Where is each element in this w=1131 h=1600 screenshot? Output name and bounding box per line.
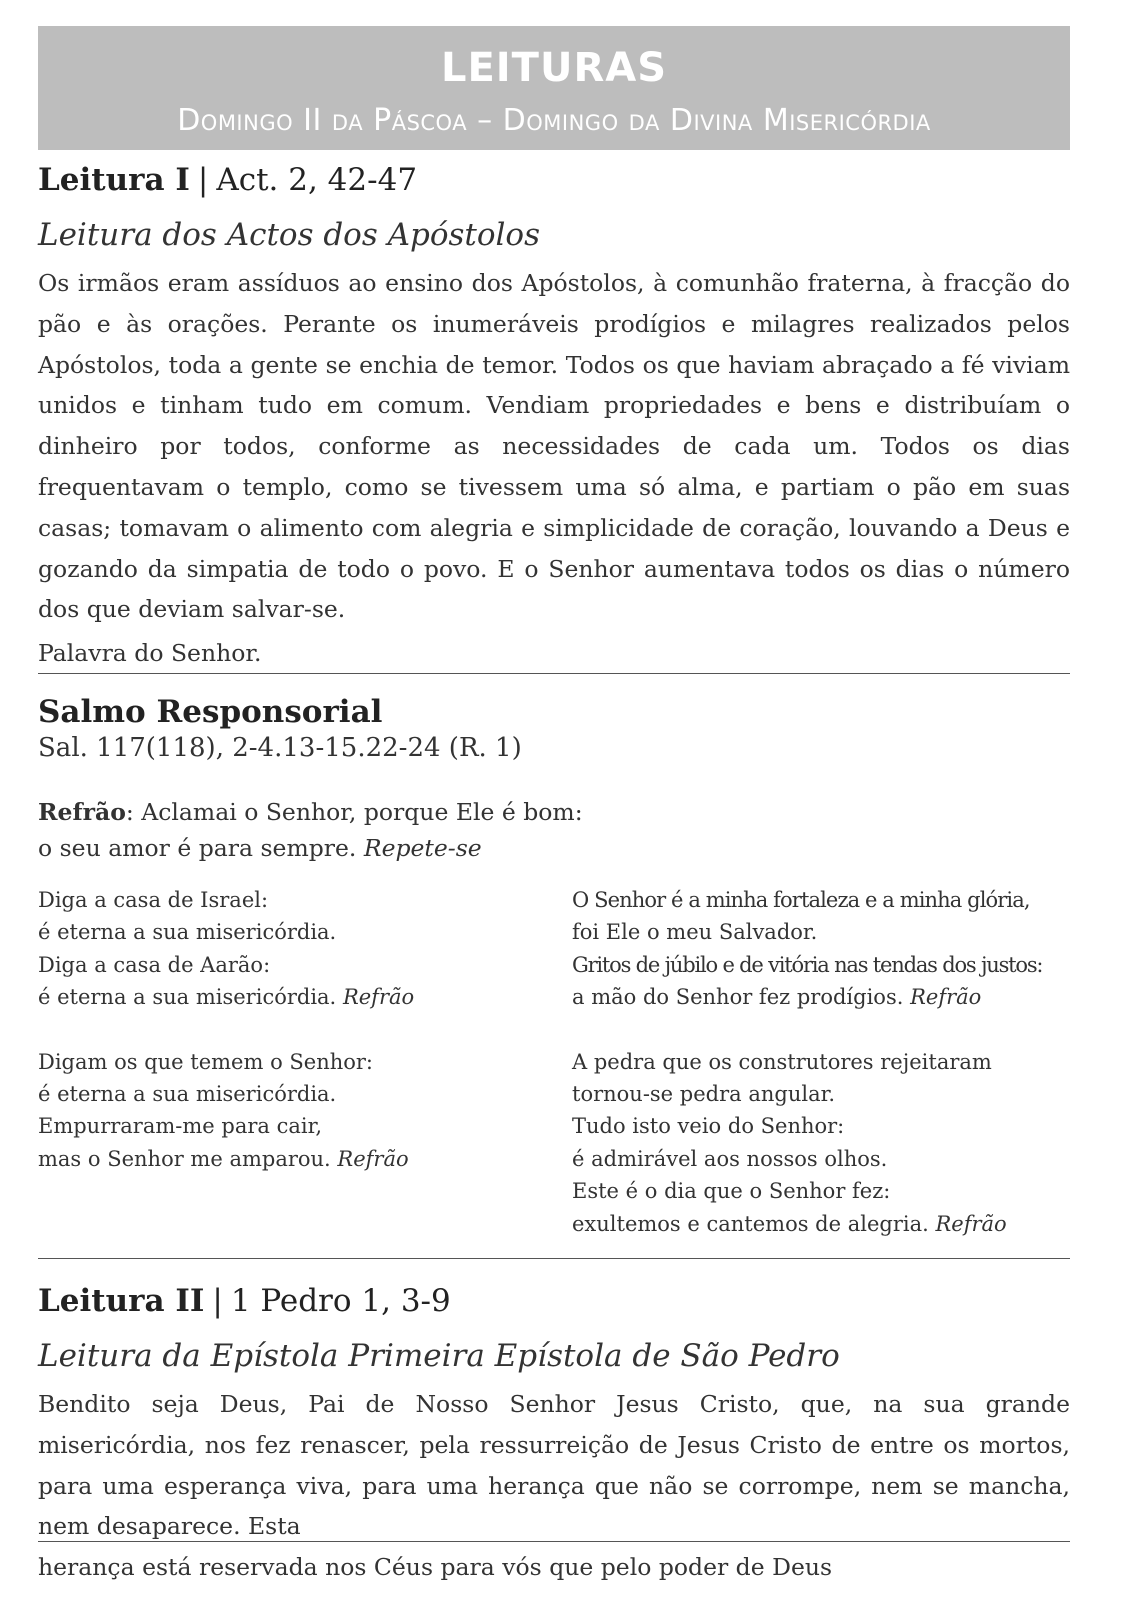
verse-line: Diga a casa de Israel: (38, 888, 269, 912)
verse-line: Digam os que temem o Senhor: (38, 1049, 374, 1074)
verse-line: é admirável aos nossos olhos. (572, 1146, 888, 1171)
refrain-line-2: o seu amor é para sempre. (38, 834, 357, 862)
refrain-mark: Refrão (935, 1211, 1007, 1236)
verse-line: tornou-se pedra angular. (572, 1082, 835, 1107)
verse-line: Gritos de júbilo e de vitória nas tendas dos justos: (572, 952, 1043, 977)
reading-2-label: Leitura II (38, 1283, 205, 1319)
reading-1-subtitle: Leitura dos Actos dos Apóstolos (38, 217, 541, 253)
reading-2-text: Bendito seja Deus, Pai de Nosso Senhor Jesus Cristo, que, na sua grande misericórdia, nos fez renascer, pela ressurreição de Jesus Cristo de entre os mortos, para uma esperança viva, para uma herança que não se corrompe, nem se mancha, nem desaparece. Esta (38, 1390, 1070, 1541)
page-header (38, 26, 1070, 150)
psalm-refrain (38, 794, 1070, 866)
verse-line: Este é o dia que o Senhor fez: (572, 1179, 891, 1204)
reading-1-text: Os irmãos eram assíduos ao ensino dos Apóstolos, à comunhão fraterna, à fracção do pão e às orações. Perante os inumeráveis prodígios e milagres realizados pelos Apóstolos, toda a gente se enchia de temor. Todos os que haviam abraçado a fé viviam unidos e tinham tudo em comum. Vendiam propriedades e bens e distribuíam o dinheiro por todos, conforme as necessidades de cada um. Todos os dias frequentavam o templo, como se tivessem uma só alma, e partiam o pão em suas casas; tomavam o alimento com alegria e simplicidade de coração, louvando a Deus e gozando da simpatia de todo o povo. E o Senhor aumentava todos os dias o número dos que deviam salvar-se. (38, 269, 1070, 624)
page-title: LEITURAS (440, 45, 668, 91)
refrain-line-1: : Aclamai o Senhor, porque Ele é bom: (125, 798, 583, 826)
verse-line: exultemos e cantemos de alegria. (572, 1211, 929, 1236)
psalm-stanza (572, 884, 1070, 1014)
psalm-section (38, 694, 1070, 866)
verse-line: Tudo isto veio do Senhor: (572, 1114, 845, 1139)
page-subtitle: Domingo II da Páscoa – Domingo da Divina Misericórdia (177, 103, 931, 138)
verse-line: Empurraram-me para cair, (38, 1114, 322, 1139)
refrain-mark: Refrão (342, 985, 415, 1010)
verse-line: O Senhor é a minha fortaleza e a minha glória, (572, 888, 1030, 912)
reading-1-reference: Act. 2, 42-47 (216, 162, 418, 198)
divider (38, 1541, 1070, 1542)
verse-line: mas o Senhor me amparou. (38, 1146, 331, 1171)
psalm-reference: Sal. 117(118), 2-4.13-15.22-24 (R. 1) (38, 733, 522, 763)
verse-line: a mão do Senhor fez prodígios. (572, 985, 904, 1010)
psalm-stanza (572, 1046, 1070, 1240)
psalm-column-right (572, 884, 1070, 1272)
heading-separator: | (197, 162, 209, 198)
reading-1-heading (38, 160, 1070, 200)
verse-line: é eterna a sua misericórdia. (38, 920, 337, 945)
repeat-note: Repete-se (363, 834, 482, 862)
verse-line: foi Ele o meu Salvador. (572, 920, 818, 945)
reading-2-last-line: herança está reservada nos Céus para vós que pelo poder de Deus (38, 1553, 833, 1582)
refrain-label: Refrão (38, 798, 126, 826)
refrain-mark: Refrão (337, 1146, 409, 1171)
verse-line: Diga a casa de Aarão: (38, 952, 271, 977)
psalm-column-left (38, 884, 558, 1207)
reading-2-heading (38, 1281, 1070, 1321)
psalm-title: Salmo Responsorial (38, 694, 383, 730)
divider (38, 1258, 1070, 1259)
reading-1-closing: Palavra do Senhor. (38, 639, 262, 668)
refrain-mark: Refrão (910, 985, 982, 1010)
reading-1 (38, 160, 1070, 670)
verse-line: é eterna a sua misericórdia. (38, 1082, 337, 1107)
reading-1-label: Leitura I (38, 162, 190, 198)
divider (38, 673, 1070, 674)
psalm-stanza (38, 1046, 558, 1176)
reading-2-subtitle: Leitura da Epístola Primeira Epístola de São Pedro (38, 1338, 840, 1374)
psalm-stanza (38, 884, 558, 1014)
verse-line: A pedra que os construtores rejeitaram (572, 1049, 992, 1074)
verse-line: é eterna a sua misericórdia. (38, 985, 337, 1010)
heading-separator: | (212, 1283, 223, 1319)
reading-2-reference: 1 Pedro 1, 3-9 (230, 1283, 451, 1319)
